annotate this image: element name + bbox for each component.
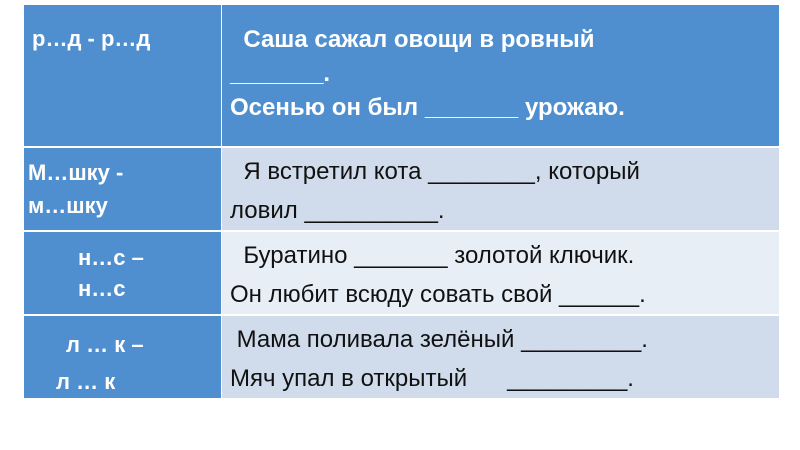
word-pair-line: р…д - р…д <box>32 26 151 51</box>
row-2-word-pair <box>24 148 222 232</box>
sentence-line: Мяч упал в открытый _________. <box>230 365 634 392</box>
sentence-line: Я встретил кота ________, который <box>230 158 640 185</box>
row-4-word-pair <box>24 316 222 400</box>
sentence-line: _______. <box>230 60 331 87</box>
row-1-word-pair <box>24 5 222 148</box>
word-pair-line: М…шку - <box>28 160 124 185</box>
word-pair-line: л … к <box>56 369 116 394</box>
row-1-sentences <box>222 5 780 148</box>
sentence-line: Саша сажал овощи в ровный <box>230 26 595 53</box>
word-pair-line: н…с – <box>78 245 144 270</box>
sentence-line: Буратино _______ золотой ключик. <box>230 242 635 269</box>
word-pair-line: н…с <box>78 276 126 301</box>
row-2-sentences <box>222 148 780 232</box>
row-4-sentences <box>222 316 780 400</box>
sentence-line: Мама поливала зелёный _________. <box>230 326 648 353</box>
word-pair-line: л … к – <box>66 332 144 357</box>
exercise-table <box>24 5 780 400</box>
row-3-sentences <box>222 232 780 316</box>
sentence-line: Он любит всюду совать свой ______. <box>230 281 646 308</box>
row-3-word-pair <box>24 232 222 316</box>
word-pair-line: м…шку <box>28 193 108 218</box>
sentence-line: Осенью он был _______ урожаю. <box>230 94 625 121</box>
sentence-line: ловил __________. <box>230 197 445 224</box>
